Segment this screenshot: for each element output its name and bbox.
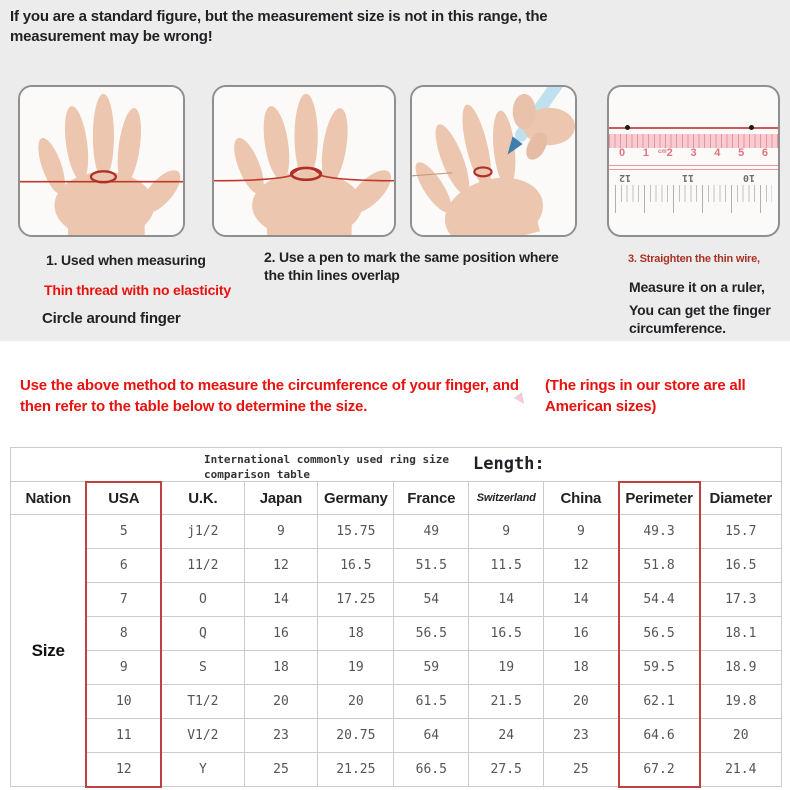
table-title-cell: [11, 448, 782, 482]
table-cell: 9: [544, 515, 619, 549]
table-cell: 18: [244, 651, 318, 685]
figure-pen-marking: [410, 85, 577, 237]
ruler-number: 0: [619, 147, 626, 159]
table-cell: 56.5: [619, 617, 700, 651]
table-cell: 12: [544, 549, 619, 583]
table-header-row: [11, 482, 782, 515]
table-cell: Q: [161, 617, 244, 651]
american-sizes-note: (The rings in our store are all American sizes): [545, 377, 746, 416]
table-cell: 7: [86, 583, 161, 617]
table-cell: 20: [700, 719, 782, 753]
ruler-tick-marks: [615, 185, 772, 213]
table-cell: 17.25: [318, 583, 394, 617]
table-cell: 49.3: [619, 515, 700, 549]
hand-thread-illustration: [20, 87, 183, 235]
ring-size-table: [10, 447, 782, 788]
column-header-diameter: Diameter: [700, 482, 782, 515]
table-cell: 10: [86, 685, 161, 719]
table-cell: j1/2: [161, 515, 244, 549]
table-cell: 23: [244, 719, 318, 753]
table-cell: V1/2: [161, 719, 244, 753]
step3-measure-note: Measure it on a ruler,: [629, 279, 765, 295]
column-header-japan: Japan: [244, 482, 318, 515]
table-cell: 59: [394, 651, 469, 685]
table-cell: 15.7: [700, 515, 782, 549]
warning-text: If you are a standard figure, but the measurement size is not in this range, the measurement may be wrong!: [10, 8, 548, 45]
table-cell: 61.5: [394, 685, 469, 719]
table-cell: 11: [86, 719, 161, 753]
table-cell: 20: [544, 685, 619, 719]
column-header-france: France: [394, 482, 469, 515]
table-row: [11, 583, 782, 617]
size-label: Size: [11, 515, 87, 787]
ruler-number: 5: [738, 147, 745, 159]
ruler-number: 6: [761, 147, 768, 159]
ruler-cm-scale: [609, 147, 778, 159]
table-row: [11, 685, 782, 719]
table-cell: 9: [86, 651, 161, 685]
table-cell: 16: [244, 617, 318, 651]
table-cell: 16.5: [318, 549, 394, 583]
ruler-number: 10: [743, 172, 756, 183]
column-header-switzerland: Switzerland: [469, 482, 544, 515]
table-cell: T1/2: [161, 685, 244, 719]
table-cell: 51.5: [394, 549, 469, 583]
table-cell: 11.5: [469, 549, 544, 583]
ruler-edge-line: [609, 169, 778, 170]
step1-circle-note: Circle around finger: [42, 310, 181, 327]
table-cell: 16.5: [700, 549, 782, 583]
table-cell: 54: [394, 583, 469, 617]
table-row: [11, 753, 782, 787]
table-cell: 64: [394, 719, 469, 753]
measurement-instructions-panel: [0, 0, 790, 341]
ruler-number: 3: [690, 147, 697, 159]
table-row: [11, 617, 782, 651]
ruler-number: 12: [619, 172, 632, 183]
pen-mark-dot: [749, 125, 754, 130]
column-header-nation: Nation: [11, 482, 87, 515]
ruler-number: 2: [666, 147, 673, 159]
column-header-perimeter: Perimeter: [619, 482, 700, 515]
table-title: International commonly used ring size comparison table: [204, 453, 450, 481]
length-label: Length:: [473, 454, 545, 474]
pen-marking-illustration: [412, 87, 575, 235]
ruler-number: 1: [642, 147, 649, 159]
table-cell: 9: [244, 515, 318, 549]
hand-thread-overlap-illustration: [214, 87, 394, 235]
table-cell: 25: [244, 753, 318, 787]
table-cell: 11/2: [161, 549, 244, 583]
table-cell: 59.5: [619, 651, 700, 685]
table-cell: 23: [544, 719, 619, 753]
table-cell: 12: [86, 753, 161, 787]
ruler-pink-band: [609, 134, 778, 148]
table-cell: 54.4: [619, 583, 700, 617]
ruler-unit-label: cm: [658, 149, 667, 155]
ruler-edge-line: [609, 165, 778, 166]
table-cell: 21.5: [469, 685, 544, 719]
step2-caption: 2. Use a pen to mark the same position where the thin lines overlap: [264, 249, 559, 283]
ruler-number: 11: [682, 172, 695, 183]
table-cell: 15.75: [318, 515, 394, 549]
table-cell: 27.5: [469, 753, 544, 787]
table-cell: 25: [544, 753, 619, 787]
table-row: [11, 719, 782, 753]
figure-thread-overlap: [212, 85, 396, 237]
column-header-germany: Germany: [318, 482, 394, 515]
table-cell: 14: [244, 583, 318, 617]
table-cell: 14: [544, 583, 619, 617]
table-cell: 5: [86, 515, 161, 549]
column-header-uk: U.K.: [161, 482, 244, 515]
table-cell: 14: [469, 583, 544, 617]
column-header-usa: USA: [86, 482, 161, 515]
table-cell: 21.25: [318, 753, 394, 787]
table-cell: 18: [544, 651, 619, 685]
table-cell: 56.5: [394, 617, 469, 651]
table-row: [11, 651, 782, 685]
table-cell: 64.6: [619, 719, 700, 753]
table-cell: 18.1: [700, 617, 782, 651]
step3-caption: 3. Straighten the thin wire,: [628, 253, 760, 265]
table-cell: O: [161, 583, 244, 617]
table-title-row: [11, 448, 782, 482]
table-row: [11, 515, 782, 549]
table-cell: 21.4: [700, 753, 782, 787]
table-cell: 16: [544, 617, 619, 651]
table-cell: 24: [469, 719, 544, 753]
table-cell: S: [161, 651, 244, 685]
table-cell: 16.5: [469, 617, 544, 651]
table-cell: 62.1: [619, 685, 700, 719]
table-cell: 9: [469, 515, 544, 549]
table-cell: 67.2: [619, 753, 700, 787]
table-body: [11, 515, 782, 787]
table-cell: 18: [318, 617, 394, 651]
table-cell: 19: [318, 651, 394, 685]
figure-thread-around-finger: [18, 85, 185, 237]
table-cell: 49: [394, 515, 469, 549]
table-cell: 51.8: [619, 549, 700, 583]
pen-mark-dot: [625, 125, 630, 130]
table-cell: 8: [86, 617, 161, 651]
column-header-china: China: [544, 482, 619, 515]
table-cell: 20: [318, 685, 394, 719]
table-row: [11, 549, 782, 583]
table-cell: 17.3: [700, 583, 782, 617]
table-cell: Y: [161, 753, 244, 787]
step1-caption: 1. Used when measuring: [46, 252, 206, 268]
table-cell: 19: [469, 651, 544, 685]
table-cell: 20: [244, 685, 318, 719]
table-cell: 18.9: [700, 651, 782, 685]
step3-result-note: You can get the finger circumference.: [629, 302, 771, 336]
table-cell: 66.5: [394, 753, 469, 787]
table-cell: 19.8: [700, 685, 782, 719]
step1-thread-note: Thin thread with no elasticity: [44, 282, 231, 298]
measure-instruction-text: Use the above method to measure the circumference of your finger, and then refer to the table below to determine the size.: [20, 377, 519, 416]
table-cell: 12: [244, 549, 318, 583]
table-cell: 6: [86, 549, 161, 583]
table-cell: 20.75: [318, 719, 394, 753]
ruler-number: 4: [714, 147, 721, 159]
figure-ruler-measure: [607, 85, 780, 237]
